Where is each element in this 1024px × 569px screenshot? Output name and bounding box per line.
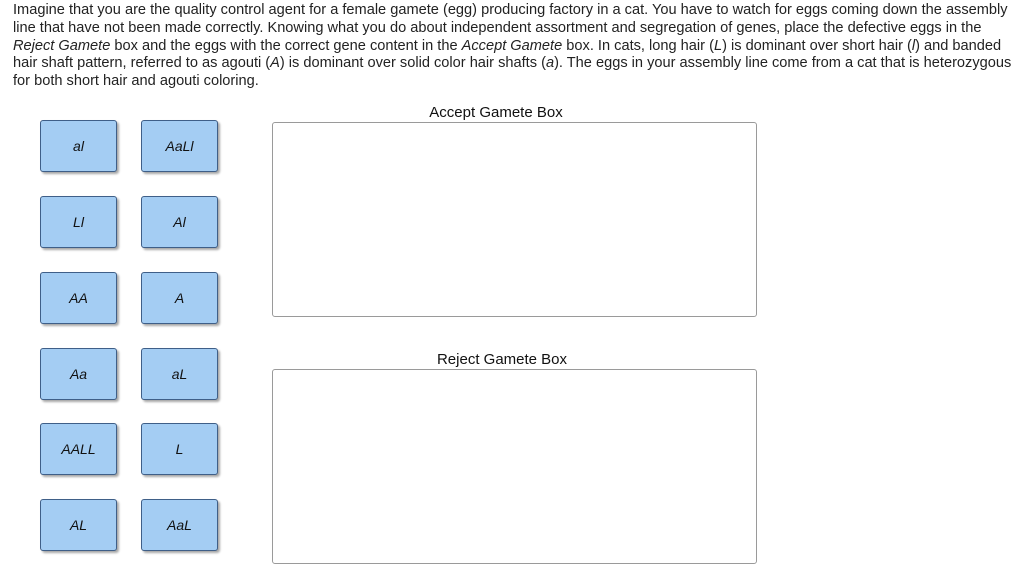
- gamete-tile[interactable]: AL: [40, 499, 117, 551]
- gamete-tile[interactable]: AaL: [141, 499, 218, 551]
- accept-gamete-dropzone[interactable]: [272, 122, 757, 317]
- gamete-tile[interactable]: al: [40, 120, 117, 172]
- gamete-tile[interactable]: aL: [141, 348, 218, 400]
- gamete-tile[interactable]: L: [141, 423, 218, 475]
- accept-gamete-term: Accept Gamete: [461, 37, 563, 54]
- gamete-tile[interactable]: AALL: [40, 423, 117, 475]
- gamete-tile[interactable]: AaLl: [141, 120, 218, 172]
- reject-gamete-dropzone[interactable]: [272, 369, 757, 564]
- gamete-tile[interactable]: AA: [40, 272, 117, 324]
- gamete-tile[interactable]: Aa: [40, 348, 117, 400]
- instructions-text: Imagine that you are the quality control agent for a female gamete (egg) producing factory in a cat. You have to watch for eggs coming down the assembly line that have not been made correctly. Knowing what you do about independent assortment and segregation of genes, place the defective eggs in the Reject Gamete box and the eggs with the correct gene content in the Accept Gamete box. In cats, long hair (L) is dominant over short hair (l) and banded hair shaft pattern, referred to as agouti (A) is dominant over solid color hair shafts (a). The eggs in your assembly line come from a cat that is heterozygous for both short hair and agouti coloring.: [13, 2, 1012, 90]
- reject-box-title: Reject Gamete Box: [436, 351, 568, 368]
- accept-box-title: Accept Gamete Box: [429, 104, 563, 121]
- gamete-tile[interactable]: Al: [141, 196, 218, 248]
- gamete-tile[interactable]: A: [141, 272, 218, 324]
- gamete-tile[interactable]: Ll: [40, 196, 117, 248]
- reject-gamete-term: Reject Gamete: [13, 37, 111, 54]
